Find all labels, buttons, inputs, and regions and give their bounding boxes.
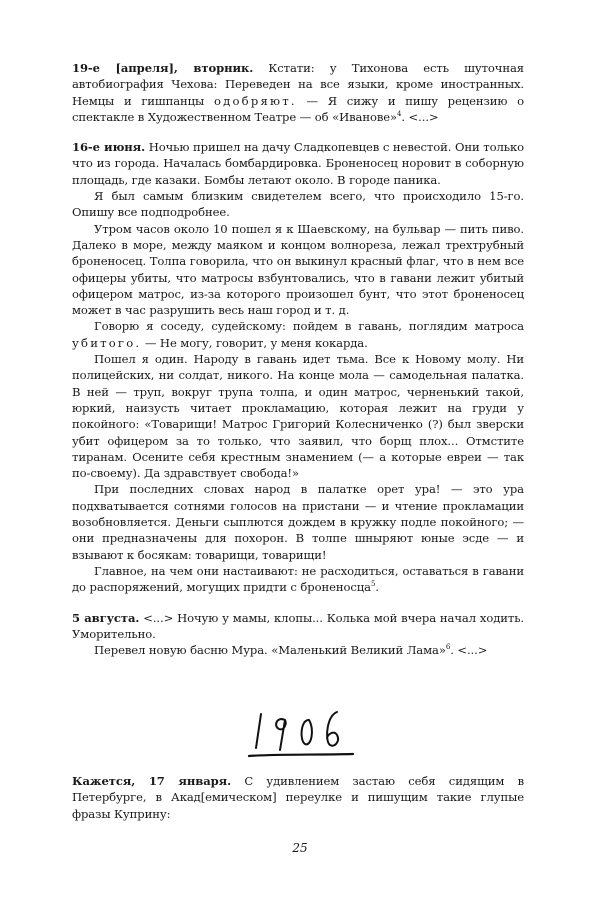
entry-text: Главное, на чем они настаивают: не расходиться, оставаться в гавани до распоряжений, могущих придти с броненосца (72, 563, 524, 595)
entry-january-17 (72, 773, 524, 822)
paragraph: Я был самым близким свидетелем всего, что происходило 15-го. Опишу все подподробнее. (72, 189, 524, 220)
entry-text: Перевел новую басню Мура. «Маленький Великий Лама» (94, 643, 446, 658)
entry-heading: Кажется, 17 января. (72, 774, 232, 788)
entry-june-16 (72, 139, 524, 188)
spaced-emphasis: убитого. (72, 335, 142, 350)
year-heading-1906 (72, 700, 524, 770)
footnote-marker: 6 (445, 643, 451, 652)
paragraph: При последних словах народ в палатке орет ура! — это ура подхватывается сотнями голосов на пристани — и чтение прокламации возобновляется. Деньги сыплются дождем в кружку подле покойного; — они предназначены для похорон. В толпе шныряют юные эсде — и взывают к босякам: товарищи, товарищи! (72, 482, 524, 562)
footnote-marker: 4 (397, 110, 402, 119)
entry-april-19 (72, 60, 524, 125)
paragraph (72, 563, 524, 596)
entry-text: . <...> (450, 643, 488, 658)
entry-text: — Не могу, говорит, у меня кокарда. (141, 335, 368, 350)
entry-text: — Я сижу и пишу рецензию о спектакле в Художественном Театре — об «Иванове» (72, 93, 525, 124)
entry-text: Ночью пришел на дачу Сладкопевцев с невестой. Они только что из города. Началась бомбардировка. Броненосец норовит в соборную площадь, где казаки. Бомбы летают около. В городе паника. (72, 140, 525, 187)
entry-text: С удивлением застаю себя сидящим в Петербурге, в Акад[емическом] переулке и пишущим такие глупые фразы Куприну: (72, 774, 525, 821)
text-block-1905 (72, 60, 524, 658)
entry-text: Говорю я соседу, судейскому: пойдем в гавань, поглядим матроса (94, 319, 524, 334)
footnote-marker: 5 (370, 580, 376, 589)
paragraph: Утром часов около 10 пошел я к Шаевскому, на бульвар — пить пиво. Далеко в море, между маяком и концом волнореза, лежал трехтрубный броненосец. Толпа говорила, что он выкинул красный флаг, что в нем все офицеры убиты, что матросы взбунтовались, что в гавани лежит убитый офицером матрос, из-за которого произошел бунт, что этот броненосец может в час разрушить весь наш город и т. д. (72, 221, 524, 318)
entry-text: <...> Ночую у мамы, клопы... Колька мой вчера начал ходить. Уморительно. (72, 610, 524, 641)
entry-heading: 16-е июня. (72, 140, 146, 155)
entry-heading: 19-е [апреля], вторник. (72, 61, 254, 75)
entry-text: . <...> (401, 109, 439, 124)
entry-text: Кстати: у Тихонова есть шуточная автобиография Чехова: Переведен на все языки, кроме иностранных. Немцы и гишпанцы (72, 61, 524, 108)
spaced-emphasis: одобряют. (213, 93, 297, 108)
entry-august-5 (72, 610, 524, 643)
paragraph (72, 642, 524, 658)
page-number: 25 (292, 841, 308, 855)
entry-heading: 5 августа. (72, 610, 140, 625)
handwritten-year (247, 700, 357, 766)
paragraph: Пошел я один. Народу в гавань идет тьма. Все к Новому молу. Ни полицейских, ни солдат, никого. На конце мола — самодельная палатка. В ней — труп, вокруг трупа толпа, и один матрос, черненький такой, юркий, наизусть читает прокламацию, которая лежит на груди у покойного: «Товарищи! Матрос Григорий Колесниченко (?) был зверски убит офицером за то только, что заявил, что борщ плох... Отмстите тиранам. Осените себя крестным знамением (— а которые евреи — так по-своему). Да здравствует свобода!» (72, 352, 524, 481)
text-block-1906 (72, 773, 524, 822)
entry-text: . (375, 580, 379, 595)
paragraph (72, 318, 524, 351)
